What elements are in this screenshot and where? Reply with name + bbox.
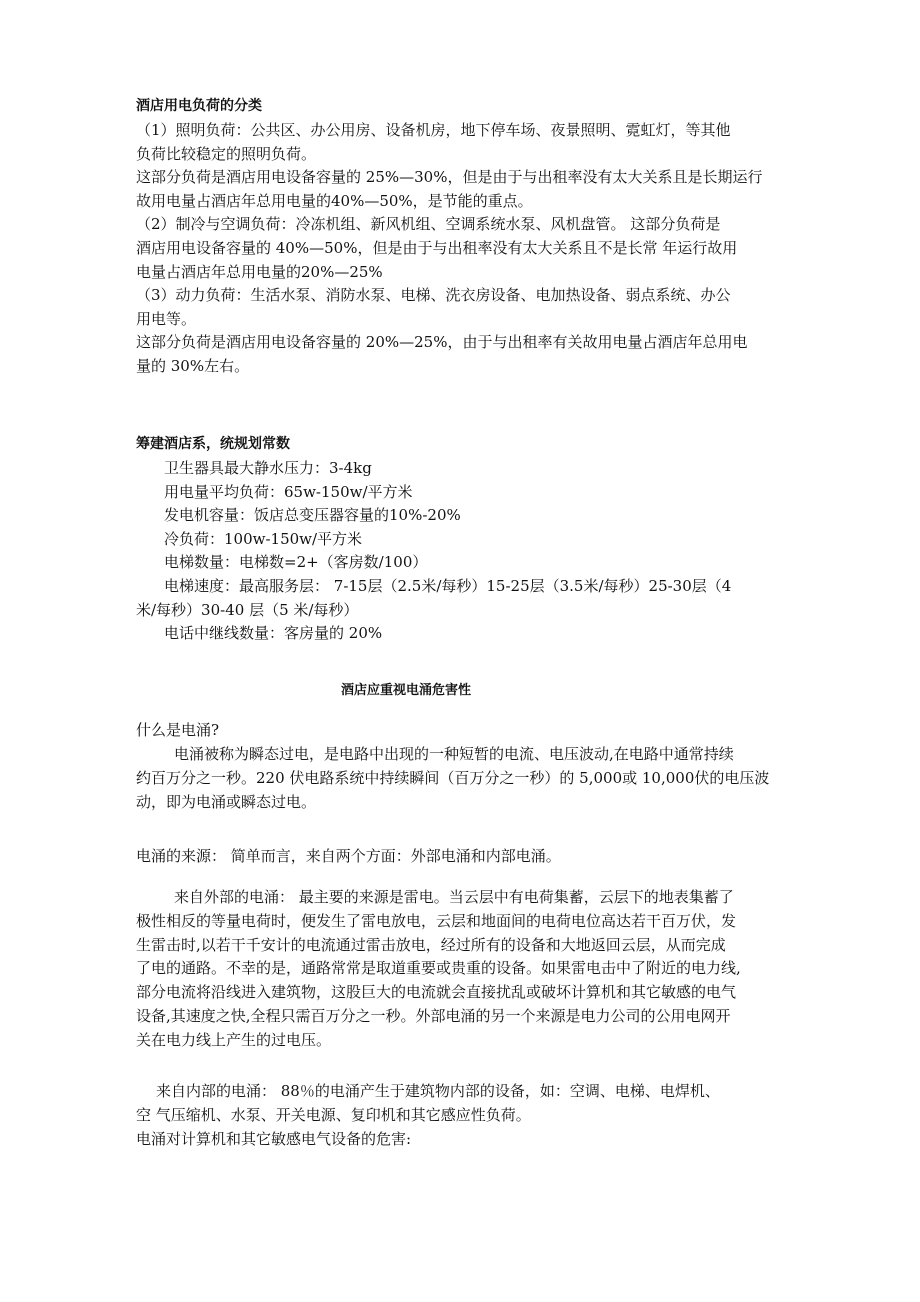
section-title-planning-constants: 筹建酒店系，统规划常数 — [136, 436, 290, 452]
text-line: 关在电力线上产生的过电压。 — [136, 1030, 332, 1049]
internal-surge-paragraph — [136, 1080, 796, 1151]
text-line: 电涌的来源： 简单而言，来自两个方面：外部电涌和内部电涌。 — [136, 847, 561, 865]
external-surge-paragraph — [136, 886, 796, 1053]
surge-question — [136, 719, 796, 743]
surge-definition — [136, 743, 796, 814]
text-line: 这部分负荷是酒店用电设备容量的 25%—30%，但是由于与出租率没有太大关系且是长期运行 — [136, 168, 763, 187]
text-line: 什么是电涌? — [136, 721, 220, 739]
planning-constants-body — [136, 457, 796, 646]
text-line: 卫生器具最大静水压力：3-4kg — [164, 459, 372, 477]
text-line: 空 气压缩机、水泵、开关电源、复印机和其它感应性负荷。 — [136, 1105, 531, 1124]
text-line: 电涌被称为瞬态过电，是电路中出现的一种短暂的电流、电压波动,在电路中通常持续 — [174, 745, 734, 763]
text-line: 电话中继线数量：客房量的 20% — [164, 624, 383, 643]
text-line: （3）动力负荷：生活水泵、消防水泵、电梯、洗衣房设备、电加热设备、弱点系统、办公 — [136, 286, 731, 305]
text-line: 设备,其速度之快,全程只需百万分之一秒。外部电涌的另一个来源是电力公司的公用电网开 — [136, 1006, 731, 1025]
text-line: 极性相反的等量电荷时，便发生了雷电放电，云层和地面间的电荷电位高达若干百万伏，发 — [136, 911, 737, 930]
text-line: 电量占酒店年总用电量的20%—25% — [136, 262, 383, 281]
text-line: （2）制冷与空调负荷：冷冻机组、新风机组、空调系统水泵、风机盘管。 这部分负荷是 — [136, 215, 721, 234]
text-line: 故用电量占酒店年总用电量的40%—50%，是节能的重点。 — [136, 191, 533, 210]
text-line: 发电机容量：饭店总变压器容量的10%-20% — [164, 506, 461, 525]
text-line: 用电量平均负荷：65w-150w/平方米 — [164, 482, 413, 501]
surge-source — [136, 845, 796, 869]
text-line: 米/每秒）30-40 层（5 米/每秒） — [136, 600, 359, 619]
text-line: 生雷击时,以若干千安计的电流通过雷击放电，经过所有的设备和大地返回云层，从而完成 — [136, 935, 726, 954]
text-line: 用电等。 — [136, 309, 197, 328]
load-classification-body — [136, 119, 796, 379]
text-line: 量的 30%左右。 — [136, 356, 250, 375]
text-line: 这部分负荷是酒店用电设备容量的 20%—25%，由于与出租率有关故用电量占酒店年总用电 — [136, 333, 748, 352]
text-line: 部分电流将沿线进入建筑物，这股巨大的电流就会直接扰乱或破坏计算机和其它敏感的电气 — [136, 983, 737, 1002]
text-line: 负荷比较稳定的照明负荷。 — [136, 144, 317, 163]
text-line: 了电的通路。不幸的是，通路常常是取道重要或贵重的设备。如果雷电击中了附近的电力线, — [136, 959, 741, 978]
section-title-surge-hazard: 酒店应重视电涌危害性 — [340, 683, 471, 698]
text-line: 电梯速度：最高服务层： 7-15层（2.5米/每秒）15-25层（3.5米/每秒）25-30层（4 — [164, 576, 732, 595]
text-line: 约百万分之一秒。220 伏电路系统中持续瞬间（百万分之一秒）的 5,000或 10,000伏的电压波 — [136, 768, 770, 787]
text-line: 冷负荷：100w-150w/平方米 — [164, 529, 363, 548]
section-title-load-classification: 酒店用电负荷的分类 — [136, 98, 262, 114]
text-line: 来自内部的电涌： 88％的电涌产生于建筑物内部的设备，如：空调、电梯、电焊机、 — [156, 1082, 720, 1100]
text-line: 动，即为电涌或瞬态过电。 — [136, 792, 317, 811]
text-line: 来自外部的电涌： 最主要的来源是雷电。当云层中有电荷集蓄，云层下的地表集蓄了 — [174, 888, 734, 906]
text-line: 电涌对计算机和其它敏感电气设备的危害: — [136, 1129, 412, 1148]
text-line: 电梯数量：电梯数=2+（客房数/100） — [164, 553, 428, 572]
text-line: 酒店用电设备容量的 40%—50%，但是由于与出租率没有太大关系且不是长常 年运行故用 — [136, 238, 738, 257]
text-line: （1）照明负荷：公共区、办公用房、设备机房，地下停车场、夜景照明、霓虹灯，等其他 — [136, 121, 731, 139]
